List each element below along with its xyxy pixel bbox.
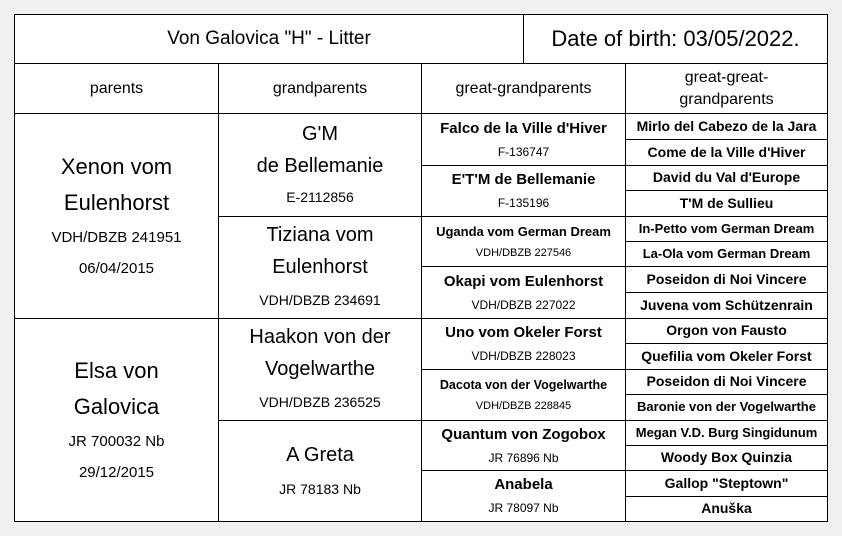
- grandparent-registration: E-2112856: [286, 189, 354, 205]
- ggg-name: David du Val d'Europe: [652, 169, 801, 186]
- great-grandparent-name: Falco de la Ville d'Hiver: [440, 119, 607, 137]
- dam-birth-date: 29/12/2015: [78, 464, 155, 481]
- ggg-name: Poseidon di Noi Vincere: [646, 270, 807, 287]
- ggg-cell: [626, 217, 827, 241]
- ggg-name: Come de la Ville d'Hiver: [647, 143, 806, 160]
- ggg-cell: [626, 267, 827, 292]
- dam-name: Galovica: [73, 394, 160, 419]
- great-grandparent-cell: [422, 421, 625, 470]
- grandparent-name: Eulenhorst: [272, 255, 368, 278]
- great-grandparent-registration: JR 76896 Nb: [488, 450, 559, 465]
- ggg-name: Baronie von der Vogelwarthe: [637, 399, 816, 415]
- sire-cell: [15, 114, 218, 318]
- great-grandparent-registration: VDH/DBZB 228023: [471, 349, 576, 363]
- grandparent-registration: VDH/DBZB 234691: [259, 291, 381, 308]
- ggg-cell: [626, 140, 827, 165]
- great-grandparent-registration: JR 78097 Nb: [488, 501, 559, 515]
- great-grandparent-name: Quantum von Zogobox: [441, 425, 606, 443]
- ggg-name: Poseidon di Noi Vincere: [646, 373, 807, 390]
- great-grandparent-name: Okapi vom Eulenhorst: [443, 272, 604, 290]
- header-great-great-grandparents: great-great- grandparents: [679, 68, 774, 108]
- grandparent-cell: [219, 217, 421, 318]
- ggg-cell: [626, 166, 827, 190]
- ggg-name: Megan V.D. Burg Singidunum: [635, 424, 818, 440]
- grandparent-cell: [219, 319, 421, 420]
- ggg-name: Mirlo del Cabezo de la Jara: [636, 117, 817, 134]
- great-grandparent-registration: VDH/DBZB 228845: [475, 400, 572, 412]
- dam-name: Elsa von: [74, 358, 159, 383]
- great-grandparent-cell: [422, 267, 625, 318]
- birth-date-cell: [524, 15, 827, 63]
- ggg-cell: [626, 114, 827, 139]
- ggg-name: La-Ola vom German Dream: [642, 245, 811, 261]
- great-grandparent-cell: [422, 370, 625, 420]
- birth-date: Date of birth: 03/05/2022.: [551, 25, 800, 51]
- great-grandparent-cell: [422, 471, 625, 521]
- ggg-cell: [626, 242, 827, 266]
- ggg-cell: [626, 319, 827, 343]
- great-grandparent-cell: [422, 166, 625, 216]
- great-grandparent-name: Dacota von der Vogelwarthe: [439, 378, 608, 392]
- litter-title: Von Galovica "H" - Litter: [167, 27, 371, 49]
- ggg-cell: [626, 497, 827, 521]
- great-grandparent-registration: VDH/DBZB 227022: [471, 297, 576, 312]
- ggg-cell: [626, 293, 827, 318]
- sire-birth-date: 06/04/2015: [78, 260, 155, 277]
- header-parents: parents: [89, 79, 144, 97]
- ggg-name: Anuška: [701, 500, 752, 517]
- grandparent-registration: JR 78183 Nb: [279, 481, 361, 497]
- pedigree-sheet: [14, 14, 828, 522]
- grandparent-name: G'M: [301, 123, 339, 145]
- grandparent-name: Tiziana vom: [266, 223, 374, 246]
- sire-name: Eulenhorst: [63, 190, 170, 215]
- ggg-cell: [626, 471, 827, 496]
- grandparent-name: Haakon von der: [249, 325, 391, 348]
- great-grandparent-name: Uganda vom German Dream: [436, 223, 611, 239]
- ggg-name: T'M de Sullieu: [679, 194, 774, 211]
- ggg-cell: [626, 344, 827, 369]
- grandparent-cell: [219, 114, 421, 216]
- ggg-cell: [626, 446, 827, 470]
- ggg-cell: [626, 395, 827, 420]
- grandparent-name: A Greta: [286, 444, 354, 466]
- ggg-cell: [626, 370, 827, 394]
- great-grandparent-name: Anabela: [494, 476, 553, 493]
- litter-title-cell: [15, 15, 523, 63]
- great-grandparent-cell: [422, 114, 625, 165]
- ggg-name: Woody Box Quinzia: [660, 449, 793, 466]
- ggg-name: Gallop "Steptown": [664, 474, 789, 491]
- great-grandparent-cell: [422, 319, 625, 369]
- great-grandparent-cell: [422, 217, 625, 266]
- ggg-cell: [626, 421, 827, 445]
- grandparent-name: de Bellemanie: [256, 155, 384, 177]
- ggg-cell: [626, 191, 827, 216]
- great-grandparent-registration: F-136747: [497, 144, 550, 159]
- ggg-name: Quefilia vom Okeler Forst: [641, 347, 812, 364]
- great-grandparent-registration: F-135196: [497, 196, 550, 210]
- dam-cell: [15, 319, 218, 521]
- ggg-name: Juvena vom Schützenrain: [640, 296, 813, 313]
- great-grandparent-name: Uno vom Okeler Forst: [445, 324, 602, 341]
- grandparent-cell: [219, 421, 421, 521]
- ggg-name: Orgon von Fausto: [666, 322, 787, 339]
- header-great-grandparents: great-grandparents: [455, 79, 592, 97]
- sire-registration: VDH/DBZB 241951: [51, 229, 182, 246]
- great-grandparent-registration: VDH/DBZB 227546: [475, 246, 572, 259]
- sire-name: Xenon vom: [60, 154, 173, 179]
- grandparent-name: Vogelwarthe: [264, 357, 376, 380]
- header-grandparents: grandparents: [272, 79, 368, 97]
- great-grandparent-name: E'T'M de Bellemanie: [451, 171, 596, 188]
- dam-registration: JR 700032 Nb: [68, 433, 165, 450]
- grandparent-registration: VDH/DBZB 236525: [259, 393, 381, 410]
- ggg-name: In-Petto vom German Dream: [638, 220, 815, 236]
